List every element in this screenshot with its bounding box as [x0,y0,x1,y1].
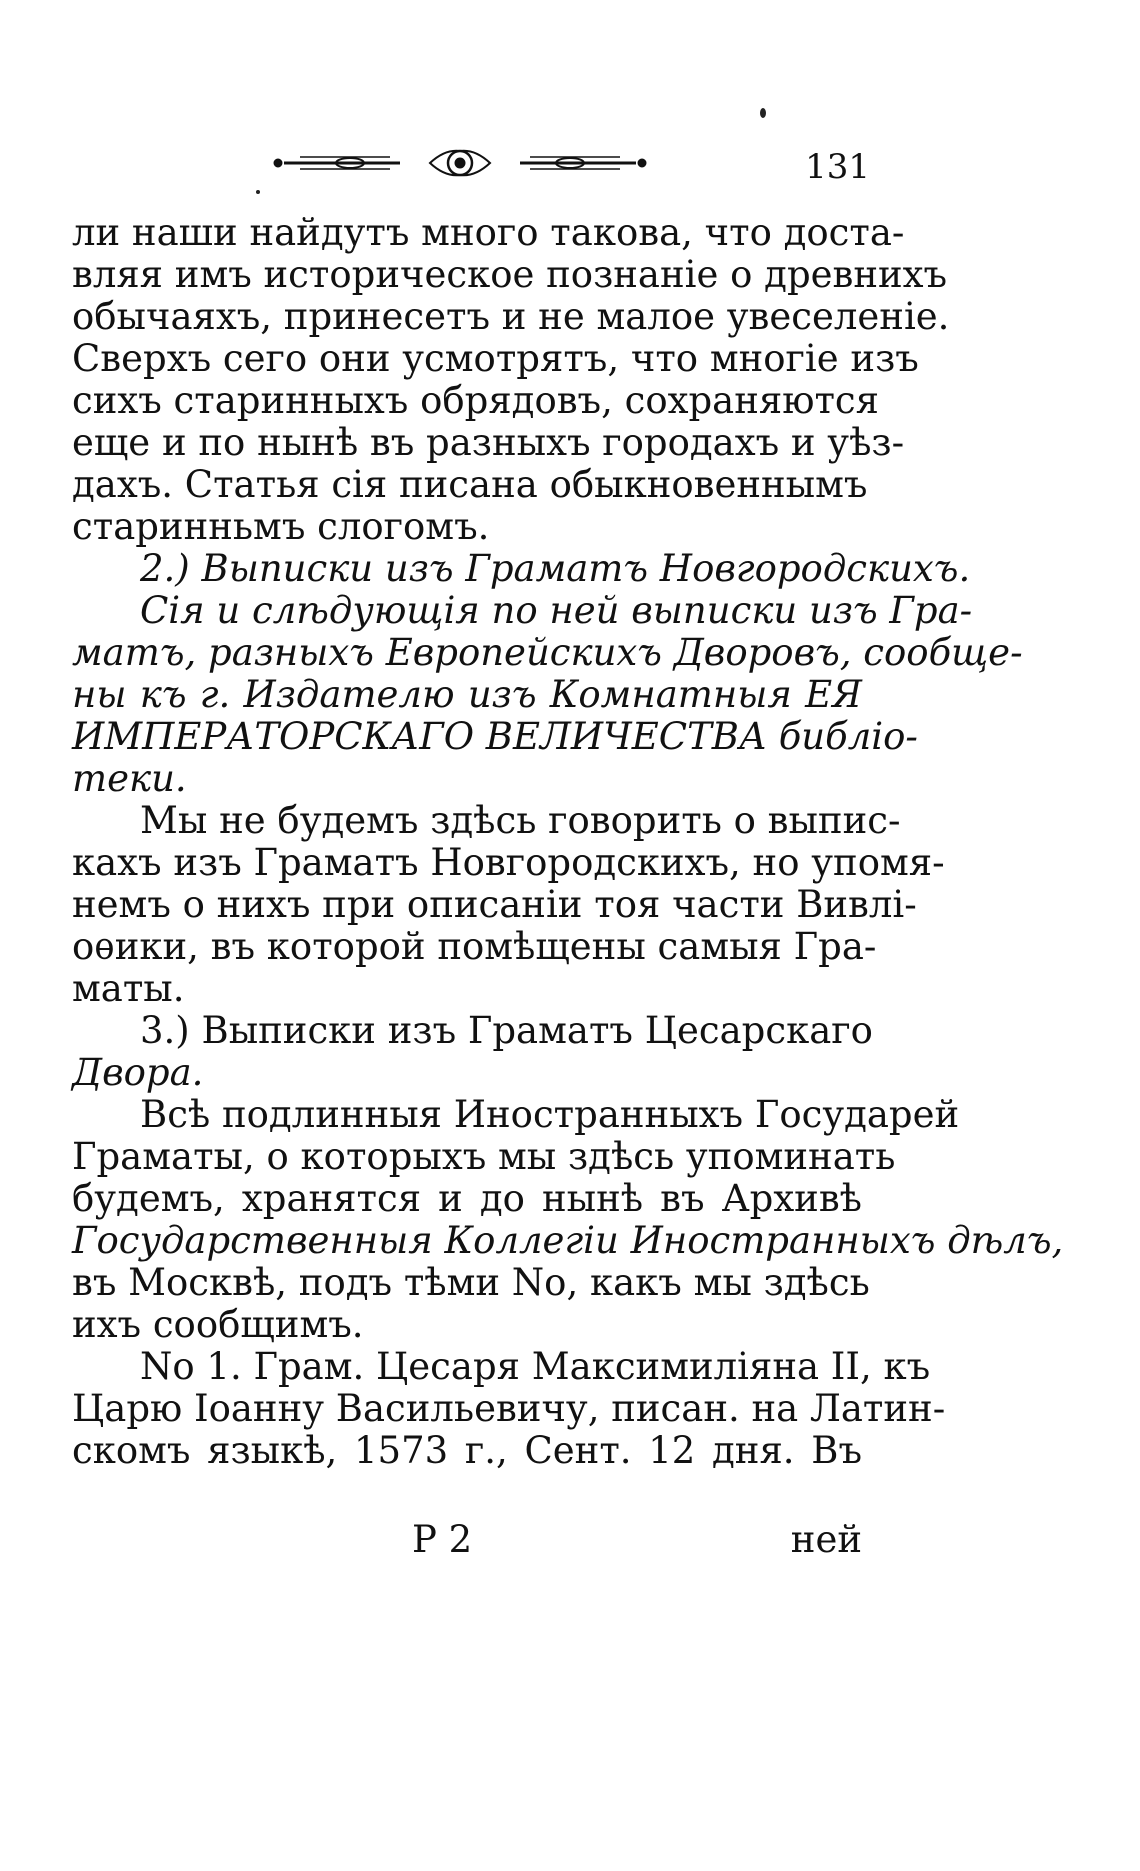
page-header [270,145,870,185]
text-line: вляя имъ историческое познаніе о древнихъ [72,253,948,296]
text-line: сихъ старинныхъ обрядовъ, сохраняются [72,379,879,422]
text-line: Царю Іоанну Васильевичу, писан. на Латин- [72,1387,946,1430]
text-line: скомъ языкѣ, 1573 г., Сент. 12 дня. Въ [72,1429,862,1472]
text-line: Сверхъ сего они усмотрятъ, что многіе изъ [72,337,919,380]
text-line: Государственныя Коллегіи Иностранныхъ дѣлъ, [72,1219,1064,1262]
text-line: ИМПЕРАТОРСКАГО ВЕЛИЧЕСТВА библіо- [72,715,918,758]
catchword: ней [790,1518,862,1561]
body-text [72,211,1064,1472]
page-number: 131 [805,147,870,187]
text-line: дахъ. Статья сія писана обыкновеннымъ [72,463,868,506]
text-line: ли наши найдутъ много такова, что доста- [72,211,905,254]
text-line: ихъ сообщимъ. [72,1303,364,1346]
header-ornament-icon [270,145,650,181]
text-line: кахъ изъ Граматъ Новгородскихъ, но упомя- [72,841,945,884]
page-footer [72,1518,862,1560]
text-line: будемъ, хранятся и до нынѣ въ Архивѣ [72,1177,862,1220]
ink-speck [760,108,766,118]
text-line: матъ, разныхъ Европейскихъ Дворовъ, сообще- [72,631,1023,674]
text-line: Мы не будемъ здѣсь говорить о выпис- [140,799,901,842]
text-line: 2.) Выписки изъ Граматъ Новгородскихъ. [140,547,971,590]
text-line: Всѣ подлинныя Иностранныхъ Государей [140,1093,960,1136]
ink-speck [256,190,260,194]
text-line: теки. [72,757,187,800]
text-line: обычаяхъ, принесетъ и не малое увеселеніе. [72,295,950,338]
text-line: Двора. [72,1051,204,1094]
signature-mark: Р 2 [412,1518,473,1561]
text-line: еще и по нынѣ въ разныхъ городахъ и уѣз- [72,421,905,464]
text-line: въ Москвѣ, подъ тѣми No, какъ мы здѣсь [72,1261,870,1304]
text-line: немъ о нихъ при описаніи тоя части Вивлі- [72,883,917,926]
text-line: старинньмъ слогомъ. [72,505,490,548]
text-line: Сія и слѣдующія по ней выписки изъ Гра- [140,589,973,632]
text-line: No 1. Грам. Цесаря Максимиліяна II, къ [140,1345,931,1388]
text-line: оѳики, въ которой помѣщены самыя Гра- [72,925,877,968]
text-line: 3.) Выписки изъ Граматъ Цесарскаго [140,1009,873,1052]
text-line: ны къ г. Издателю изъ Комнатныя ЕЯ [72,673,862,716]
text-line: маты. [72,967,185,1010]
text-line: Граматы, о которыхъ мы здѣсь упоминать [72,1135,896,1178]
